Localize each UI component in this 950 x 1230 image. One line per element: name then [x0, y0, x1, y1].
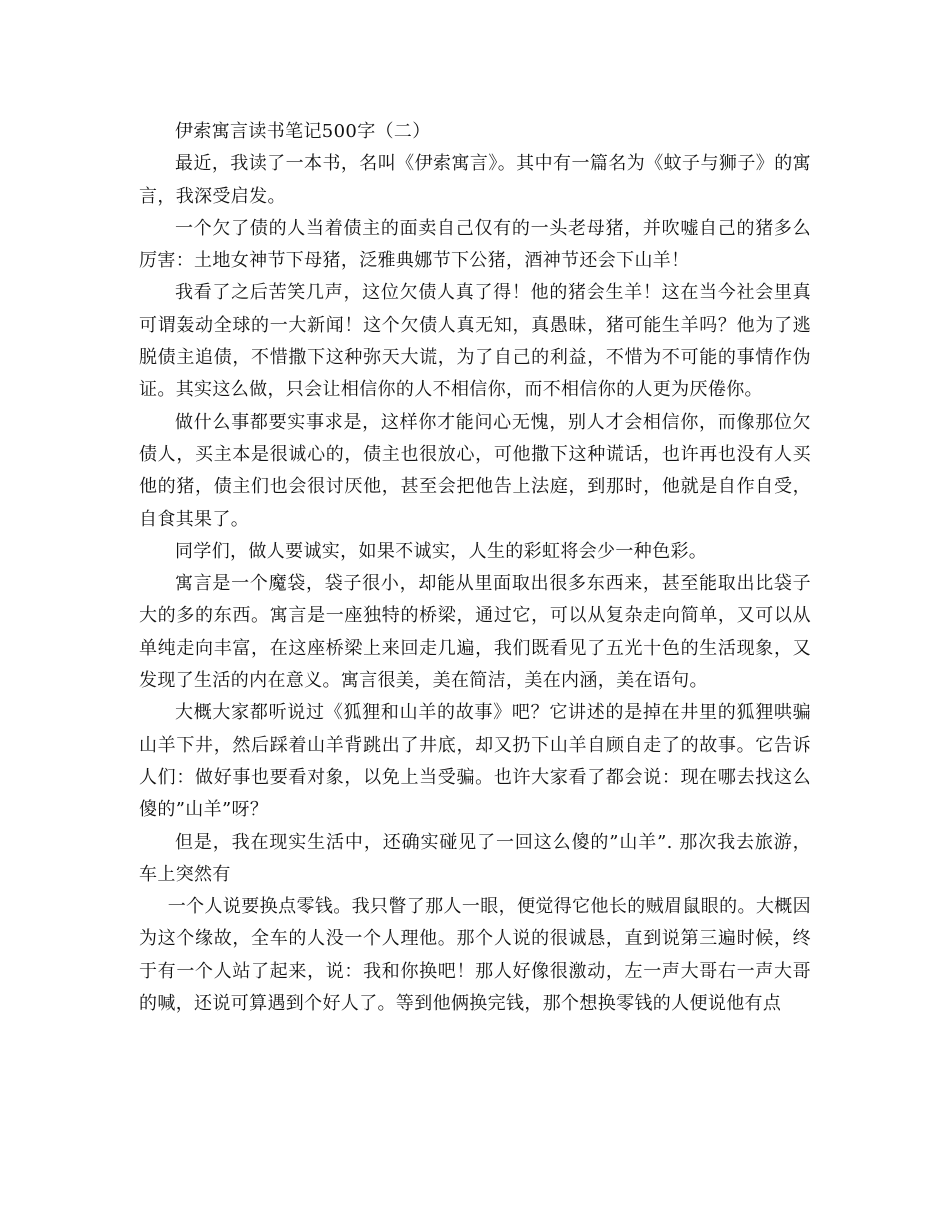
paragraph: 寓言是一个魔袋，袋子很小，却能从里面取出很多东西来，甚至能取出比袋子大的多的东西。寓言是一座独特的桥梁，通过它，可以从复杂走向简单，又可以从单纯走向丰富，在这座桥梁上来回走几遍，我们既看见了五光十色的生活现象，又发现了生活的内在意义。寓言很美，美在简洁，美在内涵，美在语句。	[139, 573, 811, 692]
paragraph: 我看了之后苦笑几声，这位欠债人真了得！他的猪会生羊！这在当今社会里真可谓轰动全球的一大新闻！这个欠债人真无知，真愚昧，猪可能生羊吗？他为了逃脱债主追债，不惜撒下这种弥天大谎，为了自己的利益，不惜为不可能的事情作伪证。其实这么做，只会让相信你的人不相信你，而不相信你的人更为厌倦你。	[139, 282, 811, 401]
paragraph: 做什么事都要实事求是，这样你才能问心无愧，别人才会相信你，而像那位欠债人，买主本是很诚心的，债主也很放心，可他撒下这种谎话，也许再也没有人买他的猪，债主们也会很讨厌他，甚至会把他告上法庭，到那时，他就是自作自受，自食其果了。	[139, 411, 811, 530]
paragraph-continuation: 一个人说要换点零钱。我只瞥了那人一眼，便觉得它他长的贼眉鼠眼的。大概因为这个缘故，全车的人没一个人理他。那个人说的很诚恳，直到说第三遍时候，终于有一个人站了起来，说：我和你换吧！那人好像很激动，左一声大哥右一声大哥的喊，还说可算遇到个好人了。等到他俩换完钱，那个想换零钱的人便说他有点	[139, 896, 811, 1015]
paragraph: 大概大家都听说过《狐狸和山羊的故事》吧？它讲述的是掉在井里的狐狸哄骗山羊下井，然后踩着山羊背跳出了井底，却又扔下山羊自顾自走了的故事。它告诉人们：做好事也要看对象，以免上当受骗。也许大家看了都会说：现在哪去找这么傻的”山羊”呀？	[139, 702, 811, 821]
paragraph: 最近，我读了一本书，名叫《伊索寓言》。其中有一篇名为《蚊子与狮子》的寓言，我深受启发。	[139, 153, 811, 207]
document-title: 伊索寓言读书笔记500字（二）	[175, 121, 431, 142]
paragraph: 一个欠了债的人当着债主的面卖自己仅有的一头老母猪，并吹嘘自己的猪多么厉害：土地女神节下母猪，泛雅典娜节下公猪，酒神节还会下山羊！	[139, 217, 811, 272]
document-body	[139, 116, 811, 1020]
paragraph: 同学们，做人要诚实，如果不诚实，人生的彩虹将会少一种色彩。	[175, 540, 708, 562]
paragraph: 但是，我在现实生活中，还确实碰见了一回这么傻的”山羊”. 那次我去旅游，车上突然有	[139, 831, 811, 885]
